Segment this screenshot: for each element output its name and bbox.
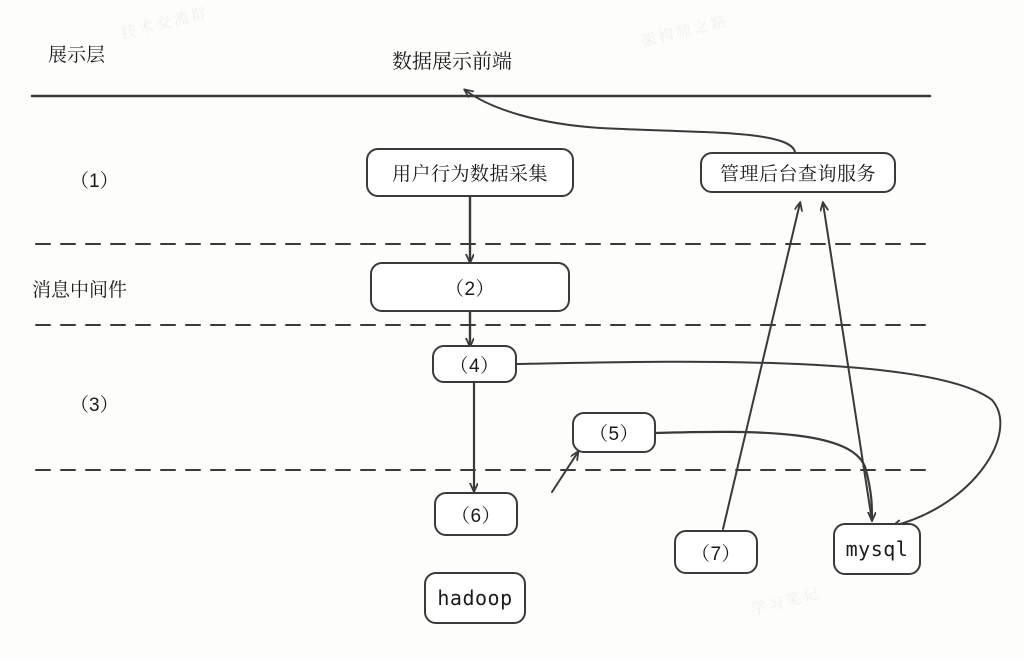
node-mysql[interactable] bbox=[833, 523, 921, 575]
node-6-label: （6） bbox=[450, 505, 502, 527]
edge-node6-to-node5 bbox=[552, 452, 578, 492]
edge-adminquery-to-frontend bbox=[465, 90, 795, 152]
layer-label-presentation: 展示层 bbox=[48, 45, 106, 66]
watermark-2: 架构师之路 bbox=[639, 12, 731, 51]
layer-label-collection: （1） bbox=[70, 171, 119, 192]
edge-node5-to-mysql bbox=[654, 432, 872, 520]
edge-node7-to-adminquery bbox=[723, 203, 800, 529]
node-hadoop[interactable] bbox=[424, 572, 526, 624]
node-mysql-label: mysql bbox=[845, 537, 909, 561]
node-7-label: （7） bbox=[690, 543, 742, 565]
node-5-label: （5） bbox=[588, 424, 640, 445]
node-4-label: （4） bbox=[449, 355, 500, 377]
node-frontend: 数据展示前端 bbox=[392, 51, 512, 73]
node-7[interactable] bbox=[674, 530, 758, 574]
edge-mysql-to-adminquery bbox=[823, 203, 872, 521]
node-hadoop-label: hadoop bbox=[437, 586, 513, 610]
watermark-3: 学习笔记 bbox=[749, 584, 824, 619]
layer-label-compute: （3） bbox=[70, 395, 119, 416]
node-mq-label: （2） bbox=[444, 278, 496, 300]
node-collect-label: 用户行为数据采集 bbox=[391, 164, 548, 185]
node-4[interactable] bbox=[432, 345, 517, 383]
node-mq[interactable] bbox=[370, 262, 570, 312]
node-collect[interactable] bbox=[366, 148, 574, 197]
node-admin-query[interactable] bbox=[700, 152, 896, 193]
node-admin-query-label: 管理后台查询服务 bbox=[719, 164, 876, 185]
layer-label-mq: 消息中间件 bbox=[32, 280, 128, 301]
node-6[interactable] bbox=[434, 492, 518, 536]
node-5[interactable] bbox=[572, 412, 656, 453]
watermark-1: 技术交流群 bbox=[119, 4, 211, 43]
